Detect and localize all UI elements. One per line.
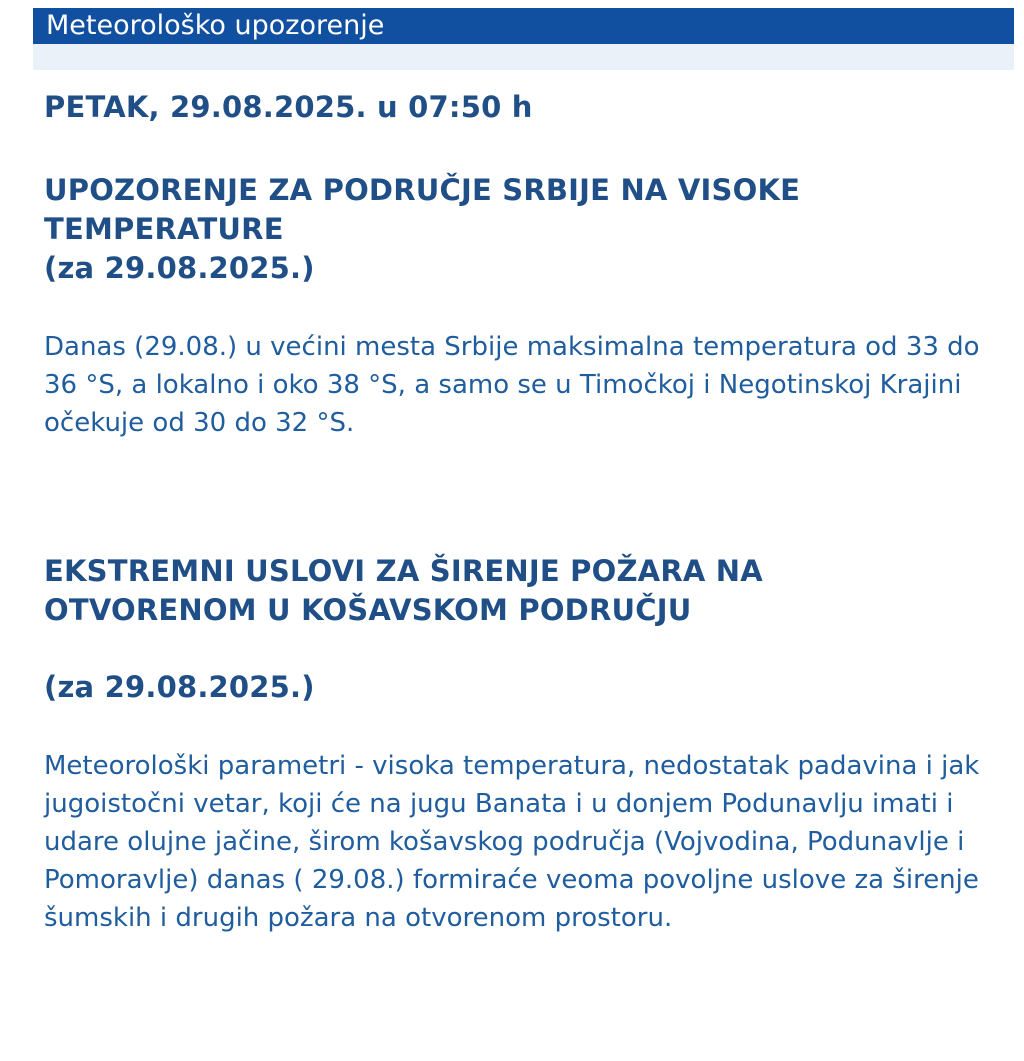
warning-body: Danas (29.08.) u većini mesta Srbije maksimalna temperatura od 33 do 36 °S, a lokalno i oko 38 °S, a samo se u Timočkoj i Negotinskoj Krajini očekuje od 30 do 32 °S. [44,332,980,438]
warning-body: Meteorološki parametri - visoka temperatura, nedostatak padavina i jak jugoistočni vetar, koji će na jugu Banata i u donjem Podunavlju imati i udare olujne jačine, širom košavskog područja (Vojvodina, Podunavlje i Pomoravlje) danas ( 29.08.) formiraće veoma povoljne uslove za širenje šumskih i drugih požara na otvorenom prostoru. [44,751,980,933]
warning-title [44,552,1019,630]
warning-title-line-2: TEMPERATURE [44,212,284,246]
warning-title-line-1: EKSTREMNI USLOVI ZA ŠIRENJE POŽARA NA [44,554,763,588]
warning-content [44,82,1019,937]
warning-valid-for: (za 29.08.2025.) [44,251,315,285]
header-title: Meteorološko upozorenje [46,10,385,41]
warning-title-line-1: UPOZORENJE ZA PODRUČJE SRBIJE NA VISOKE [44,173,801,207]
warning-valid-for: (za 29.08.2025.) [44,670,315,704]
header-sub-strip [33,44,1014,70]
warning-title [44,171,1019,249]
issued-datetime: PETAK, 29.08.2025. u 07:50 h [44,90,533,124]
warning-high-temperature [44,171,1019,442]
header-bar [33,8,1014,44]
warning-fire-conditions [44,552,1019,937]
warning-title-line-2: OTVORENOM U KOŠAVSKOM PODRUČJU [44,593,692,627]
